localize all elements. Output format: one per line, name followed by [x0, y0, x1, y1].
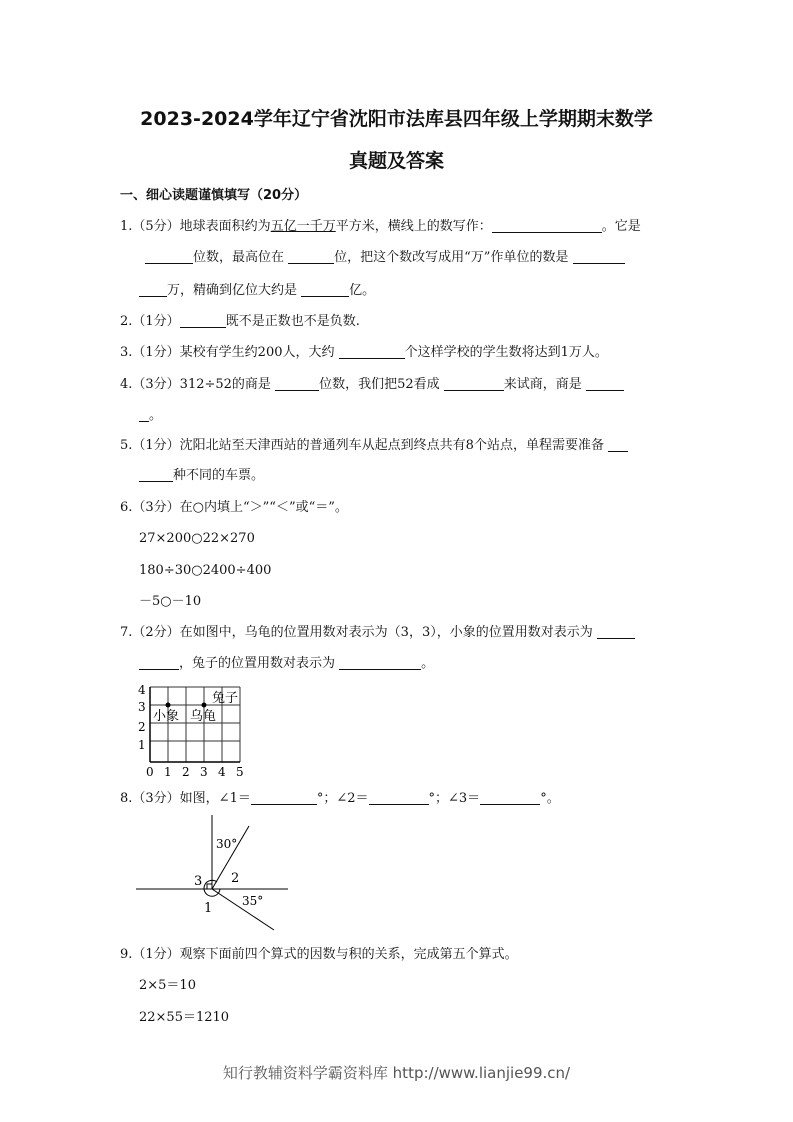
question-4-line2	[139, 407, 162, 425]
angle-label-3: 3	[194, 874, 203, 889]
x-tick: 4	[218, 765, 226, 779]
q5-blank[interactable]	[608, 437, 628, 452]
q7-text-a: 7.（2分）在如图中，乌龟的位置用数对表示为（3，3），小象的位置用数对表示为	[120, 625, 593, 640]
q7-text-c: 。	[421, 656, 435, 671]
q8-blank-1[interactable]	[251, 790, 317, 805]
question-2	[120, 313, 360, 331]
q4-blank-2[interactable]	[444, 376, 504, 391]
footer-watermark: 知行教辅资料学霸资料库 http://www.lianjie99.cn/	[222, 1064, 571, 1082]
question-7-line1	[120, 624, 635, 642]
q9-equation-2: 22×55＝1210	[139, 1010, 230, 1025]
page-title-line2: 真题及答案	[348, 150, 444, 172]
q1-text-a: 1.（5分）地球表面积约为	[120, 219, 271, 234]
question-9: 9.（1分）观察下面前四个算式的因数与积的关系，完成第五个算式。	[120, 947, 518, 962]
q7-blank-1-cont[interactable]	[139, 655, 179, 670]
q7-text-b: ，兔子的位置用数对表示为	[179, 656, 336, 671]
q4-text-d: 。	[149, 408, 163, 423]
q3-text-b: 个这样学校的学生数将达到1万人。	[404, 345, 608, 360]
q1-text-g: 万，精确到亿位大约是	[167, 283, 298, 298]
x-tick: 3	[200, 765, 208, 779]
rabbit-label: 兔子	[212, 691, 239, 706]
q1-blank-4-cont[interactable]	[139, 282, 167, 297]
q5-text-b: 种不同的车票。	[173, 468, 265, 483]
q1-blank-2[interactable]	[145, 249, 193, 264]
question-1-line2	[145, 249, 625, 267]
q9-equation-1: 2×5＝10	[139, 978, 196, 993]
q8-text-b: °；∠2＝	[316, 791, 369, 806]
q4-text-a: 4.（3分）312÷52的商是	[120, 377, 271, 392]
y-tick: 3	[138, 700, 146, 714]
elephant-point	[166, 703, 171, 708]
q2-text-a: 2.（1分）	[120, 314, 180, 329]
question-3	[120, 344, 608, 362]
question-7-line2	[139, 655, 434, 673]
q6-compare-1: 27×200○22×270	[139, 531, 255, 546]
angle-label-1: 1	[204, 901, 213, 916]
q2-text-b: 既不是正数也不是负数.	[225, 314, 360, 329]
q1-blank-1[interactable]	[492, 218, 602, 233]
q1-text-e: 位数，最高位在	[193, 250, 285, 265]
q4-blank-3[interactable]	[586, 376, 624, 391]
q3-text-a: 3.（1分）某校有学生约200人，大约	[120, 345, 335, 360]
y-tick: 4	[138, 683, 146, 697]
q8-text-a: 8.（3分）如图，∠1＝	[120, 791, 251, 806]
q8-blank-2[interactable]	[369, 790, 429, 805]
q1-text-f: 位，把这个数改写成用“万”作单位的数是	[334, 250, 569, 265]
q7-blank-1[interactable]	[597, 624, 635, 639]
q8-text-c: °；∠3＝	[428, 791, 481, 806]
turtle-point	[202, 703, 207, 708]
q5-blank-cont[interactable]	[139, 467, 173, 482]
x-tick: 1	[164, 765, 172, 779]
q4-blank-1[interactable]	[275, 376, 319, 391]
x-tick-labels	[146, 765, 244, 779]
q8-blank-3[interactable]	[480, 790, 540, 805]
q1-blank-4[interactable]	[573, 249, 625, 264]
x-tick: 5	[236, 765, 244, 779]
section-heading: 一、细心读题谨慎填写（20分）	[120, 188, 308, 203]
angle-figure	[136, 812, 296, 940]
q3-blank[interactable]	[339, 344, 405, 359]
x-tick: 2	[182, 765, 190, 779]
q6-compare-3: －5○－10	[139, 594, 202, 609]
q2-blank[interactable]	[180, 313, 226, 328]
right-angle-mark	[207, 884, 212, 889]
question-4-line1	[120, 376, 624, 394]
q1-underlined-number: 五亿一千万	[270, 219, 336, 234]
question-5-line1	[120, 437, 628, 455]
q1-blank-3[interactable]	[288, 249, 334, 264]
angle-label-2: 2	[231, 871, 240, 886]
q7-blank-2[interactable]	[339, 655, 421, 670]
y-tick: 1	[138, 738, 146, 752]
question-5-line2	[139, 467, 264, 485]
q5-text-a: 5.（1分）沈阳北站至天津西站的普通列车从起点到终点共有8个站点，单程需要准备	[120, 438, 604, 453]
q1-text-c: 平方米，横线上的数写作：	[335, 219, 492, 234]
q8-text-d: °。	[540, 791, 560, 806]
q1-blank-5[interactable]	[301, 282, 349, 297]
question-1-line1	[120, 218, 641, 236]
turtle-label: 乌龟	[190, 709, 217, 724]
question-1-line3	[139, 282, 375, 300]
q4-text-b: 位数，我们把52看成	[319, 377, 440, 392]
q4-text-c: 来试商，商是	[503, 377, 582, 392]
q1-text-h: 亿。	[349, 283, 376, 298]
page-title-line1: 2023-2024学年辽宁省沈阳市法库县四年级上学期期末数学	[140, 108, 653, 130]
y-tick: 2	[138, 720, 146, 734]
angle-label-30: 30°	[216, 837, 238, 851]
angle-label-35: 35°	[242, 894, 264, 908]
q6-compare-2: 180÷30○2400÷400	[139, 563, 272, 578]
x-tick: 0	[146, 765, 154, 779]
y-tick-labels	[138, 683, 146, 752]
question-8	[120, 790, 560, 808]
coordinate-grid-figure	[132, 682, 257, 782]
q1-text-d: 。它是	[601, 219, 641, 234]
elephant-label: 小象	[153, 709, 180, 724]
question-6: 6.（3分）在○内填上“＞”“＜”或“＝”。	[120, 500, 348, 515]
q4-blank-3-cont[interactable]	[139, 407, 149, 422]
